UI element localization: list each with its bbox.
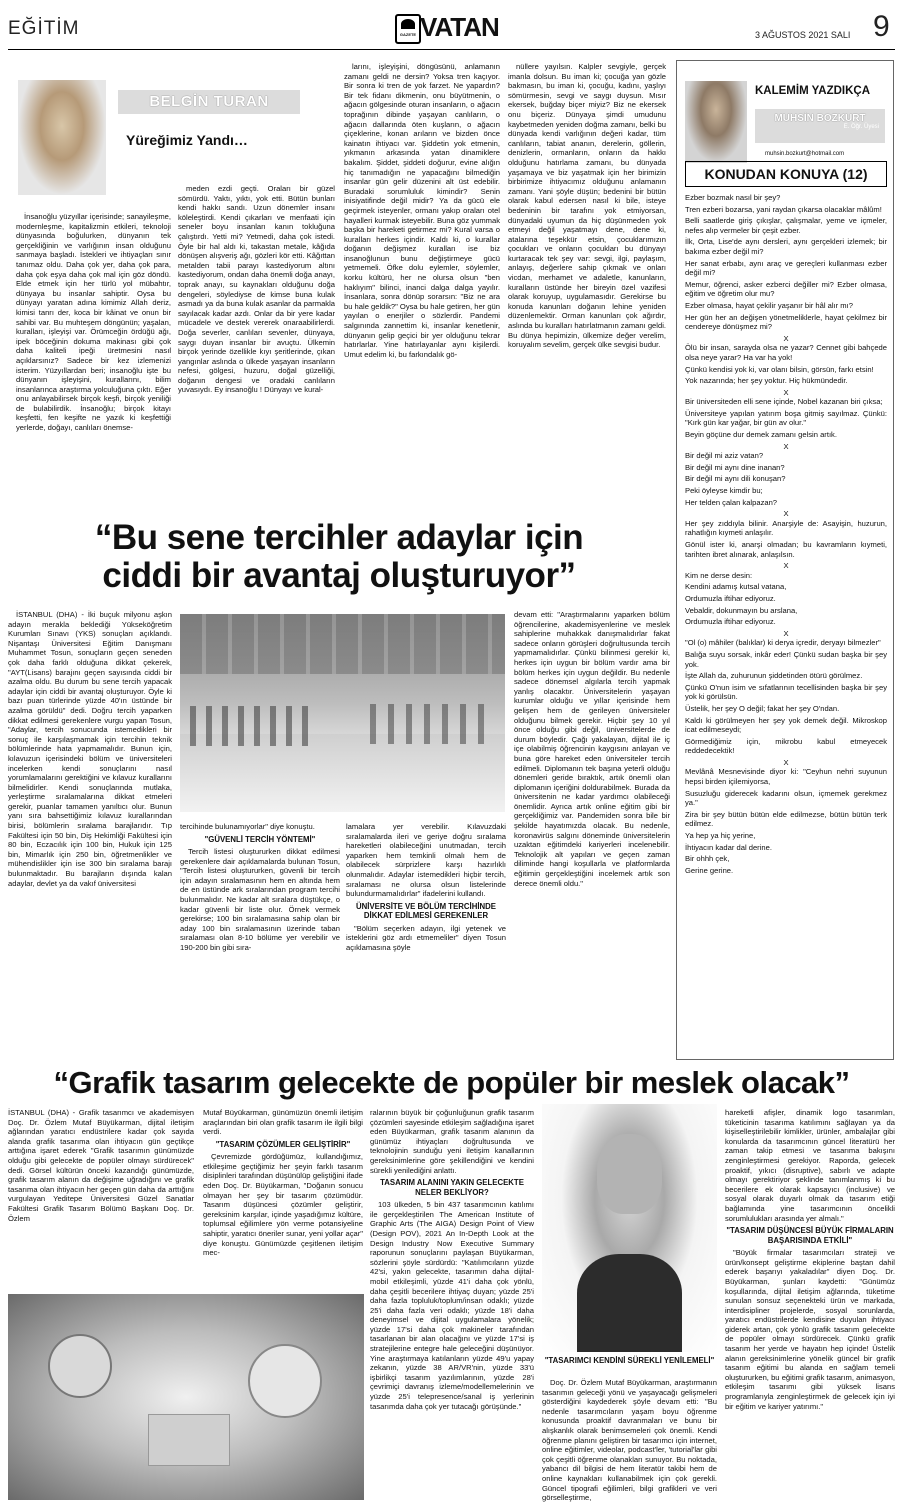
article1-text-left: İSTANBUL (DHA) - İki buçuk milyonu aşkın adayın merakla beklediği Yükseköğretim Kurumları Sınavı (YKS) sonuçları açıklandı. Nişantaşı Üniversitesi Eğitim Danışmanı Muhammet Tosun, sonuçların geçen seneden çok daha farklı olduğuna dikkat çekerek, "AYT(Lisans) barajını geçen sayısında ciddi bir azalma oldu. Bu durum bu sene tercih yapacak adaylar için ciddi bir avantaj oluşturuyor. Öyle ki bazı puan türlerinde yüzde 40'ın üstünde bir azalma görüldü" dedi. Doğru tercih yaparken dikkat edilmesi gerekenlere vurgu yapan Tosun, "Adaylar, tercih sonucunda istemedikleri bir sonuç ile karşılaşmamak için tercihin teknik bölümlerinde hata yapmamalıdır. Bunun için, kılavuzun içerisindeki bölüm ve üniversiteleri incelerken kendi sonuçlarını nasıl yorumlamalarını gerektiğini ve kılavuz kurallarını bilmelidirler. Kendi sonuçlarında mutlaka, yerleştirme sıralamalarına dikkat etmeleri gerekir, puanlar tamamen yanıltıcı olur. Bunun yanı sıra bahsettiğimiz kılavuz kurallarından birisi, bölümlerin sıralama barajlarıdır. Tıp Fakültesi için 50 bin, Diş Hekimliği Fakültesi için 80 bin, Eczacılık için 100 bin, Hukuk için 125 bin, Mimarlık için 250 bin, öğretmenlikler ve mühendislikler için ise 300 bin sıralama barajı bulunmaktadır. Bu barajların dışında kalan adaylar, devlet ya da vakıf üniversitesi <box>8 610 172 888</box>
column2-paragraph: İhtiyacın kadar dal derine. <box>685 842 772 852</box>
article2-text-col2: Mutaf Büyükarman, günümüzün önemli iletişim araçlarından biri olan grafik tasarım ile ilgili bilgi verdi. "TASARIM ÇÖZÜMLER GELİŞTİRİR" Çevremizde gördüğümüz, kullandığımız, etkileşime geçtiğimiz her şeyin farklı tasarım disiplinleri tarafından düşünülüp geliştiğini ifade eden Doç. Dr. Büyükarman, "Doğanın sonucu olmayan her şey bir tasarım çözümüdür. Tasarım düşüncesi çözümler geliştirir, gereksinim karşılar, içinde yaşadığımız kültüre, toplumsal eğilimlere yön verme potansiyeline sahiptir, yaratıcı öneriler sunar, yeni yollar açar" diye konuştu. Günümüzde çeşitlenen iletişim mec- <box>203 1108 363 1258</box>
article2-subhead-1: "TASARIM ÇÖZÜMLER GELİŞTİRİR" <box>215 1139 351 1149</box>
section-separator: X <box>783 441 789 451</box>
column1-text-a: İnsanoğlu yüzyıllar içerisinde; sanayileşme, modernleşme, kapitalizmin etkileri, teknoloji dünyasında boğulurken, dünyanın tek gerçekliğinin ve varlığının insan olduğunu sanmaya başladı. İstekleri ve ihtiyaçları sınır tanımaz oldu. Daha çok yer, daha çok para, daha çok eşya daha çok mal için göz döndü. Elde etmek için her türlü yol mübahtır, dünyaya bu insanlar sahiptir. Oysa bu dünyayı yaratan adına kimimiz Allah deriz, kimisi tanrı der, koca bir kâinat ve onun bir sahibi var. Bu muhteşem döngünün; yaşalan, kuralları, işleyişi var. Örümceğin ördüğü ağı, ipek böceğinin dokuma makinası gibi çok daha kaliteli ipeği üretmesini nasıl açıklarsınız? Sadece bir kez izlemenizi isterim. Yüzyıllardan beri; insanoğlu işte bu dünyanın işleyişini, kurallarını, bilim insanlarınca araştırma yolculuğuna çıktı. Eğer onu anlayabilirsek birçok keşfi, birçok yeniliği de bulabilirdik. İnsanoğlu; birçok kitayı keşfetti, fen keşifte ne yazık ki keşfettiği yerlerde, doğayı, canlıları önemse- <box>16 212 171 433</box>
article1-headline-line1: “Bu sene tercihler adaylar için <box>94 518 584 557</box>
column2-paragraph: İşte Allah da, zuhurunun şiddetinden ötürü görülmez. <box>685 671 863 681</box>
column2-paragraph: Üstelik, her şey O değil; fakat her şey O'ndan. <box>685 703 840 713</box>
column2-paragraph: Kim ne derse desin: <box>685 570 753 580</box>
section-separator: X <box>783 509 789 519</box>
column2-paragraph: Beyin göçüne dur demek zamanı gelsin artık. <box>685 430 837 440</box>
article2-photo-caption: "TASARIMCI KENDİNİ SÜREKLİ YENİLEMELİ" <box>544 1356 715 1365</box>
section-separator: X <box>783 561 789 571</box>
column2-paragraph: Bir değil mi aynı dili konuşan? <box>685 474 786 484</box>
logo-small-text: GAZETE <box>399 32 417 37</box>
column2-paragraph: Yok nazarında; her şey yoktur. Hiç hükmündedir. <box>685 376 848 386</box>
article1-subhead-1: "GÜVENLİ TERCİH YÖNTEMİ" <box>204 834 316 844</box>
column2-text <box>685 193 887 877</box>
column2-paragraph: Çünkü O'nun isim ve sıfatlarının tecellisinden başka bir şey yok ki görülsün. <box>685 682 887 702</box>
newspaper-logo <box>395 12 513 42</box>
article2-subhead-2: TASARIM ALANINI YAKIN GELECEKTE NELER BEKLİYOR? <box>380 1178 524 1197</box>
author-photo <box>685 81 747 163</box>
column2-paragraph: Peki öyleyse kimdir bu; <box>685 486 763 496</box>
column2-paragraph: Her telden çalan kalpazan? <box>685 497 778 507</box>
article1-text-mid-left: tercihinde bulunamıyorlar" diye konuştu. "GÜVENLİ TERCİH YÖNTEMİ" Tercih listesi oluştururken dikkat edilmesi gerekenlere dair açıklamalarda bulunan Tosun, "Tercih listesi oluştururken, güvenli bir tercih için adayın sıralamasının hem en altında hem de en üstünde ark sıralarından program tercihi bulunmalıdır. Ne kadar alt sıralara düştükçe, o kadar güvenli bir liste olur. Örnek vermek gerekirse; 100 bin sıralamasına sahip olan bir aday 100 bin sıralamasının üzerinde taban sıralaması olan 8-10 bölüme yer verebilir ve 190-200 bin gibi sıra- <box>180 822 340 953</box>
column2-paragraph: Bir ohhh çek, <box>685 854 730 864</box>
article1-subhead-2: ÜNİVERSİTE VE BÖLÜM TERCİHİNDE DİKKAT EDİLMESİ GEREKENLER <box>356 901 496 921</box>
article1-text-right: devam etti: "Araştırmalarını yaparken bölüm öğrencilerine, akademisyenlerine ve meslek sahiplerine muhakkak danışmalıdırlar fakat sadece onların görüşleri doğrultusunda tercih yapmamalıdırlar. Çünkü bilinmesi gerekir ki, herkes için uygun bir bölüm vardır ama bir bölüm herkes için uygun değildir. Bu nedenle sadece dönemsel algılarla tercih yapmak yanlış olacaktır. Üniversitelerin yaşayan kurumlar olduğu ve yıllar içerisinde hem gelişen hem de gerileyen üniversiteler olduğunu bilmek gerekir. Hiçbir şey 10 yıl önce olduğu gibi değil, üniversitelerde de durum böyledir. Çağı yakalayan, dijital ile iç içe olabilmiş öğrencinin kaygısını anlayan ve buna göre hareket eden üniversiteler tercih edilmeli. Diplomanın tek başına yeterli olduğu dönemleri geride bıraktık, artık önemli olan diplomanın içeriğini doldurabilmek. Burada da üniversitenin ne kadar yardımcı olabileceği önemlidir. Ayrıca artık online eğitim gibi bir gerçekliğimiz var. Pandemiden sonra bile bir şekilde hayatımızda olacak. Bu nedenle, koronavirüs salgını döneminde üniversitelerin uzaktan eğitimdeki kariyerleri incelenebilir. Teknolojik alt yapıları ve geçen zaman diliminde hangi koşullarla ve platformlarda eğitimin gerçekleştiğini incelemek artık son derece önemli oldu." <box>514 610 670 888</box>
page-number: 9 <box>873 10 890 43</box>
column-subtitle: KONUDAN KONUYA (12) <box>704 166 868 182</box>
author-title: E. Öğr. Üyesi <box>843 124 879 130</box>
article1-text-mid-right: lamalara yer verebilir. Kılavuzdaki sıralamalarda ileri ve geriye doğru sıralama hareketleri olabileceğini unutmadan, tercih yaparken hem temkinli olmalı hem de olabilecek sürprizlere karşı hazırlıklı olunmalıdır. Adaylar istemedikleri hiçbir tercih, sıralaması ne olursa olsun listelerinde bulundurmamalıdırlar" ifadelerini kullandı. ÜNİVERSİTE VE BÖLÜM TERCİHİNDE DİKKAT EDİLMESİ GEREKENLER "Bölüm seçerken adayın, ilgi yetenek ve isteklerini göz ardı etmemeliler" diyen Tosun açıklamasına şöyle <box>346 822 506 952</box>
column2-paragraph: Görmediğimiz için, mikrobu kabul etmeyecek reddedecektik! <box>685 736 887 756</box>
author-banner <box>755 109 885 143</box>
header-rule <box>8 49 895 50</box>
column2-paragraph: "Ol (o) mâhiler (balıklar) ki derya içredir, deryayı bilmezler" <box>685 638 881 648</box>
column2-paragraph: İlk, Orta, Lise'de aynı dersleri, aynı gerçekleri izlemek; bir bakıma ezber değil mi? <box>685 237 887 256</box>
column2-paragraph: Bir değil mi aynı dine inanan? <box>685 462 785 472</box>
column2-paragraph: Ezber olmasa, hayat çekilir yaşanır bir hâl alır mı? <box>685 300 853 310</box>
column-belgin-turan <box>8 60 670 512</box>
author-banner <box>118 90 300 114</box>
column-heading: KALEMİM YAZDIKÇA <box>755 85 871 97</box>
column2-paragraph: Zira bir şey bütün bütün elde edilmezse, bütün bütün terk edilmez. <box>685 809 887 829</box>
column2-paragraph: Ölü bir insan, sarayda olsa ne yazar? Cennet gibi bahçede olsa neye yarar? Ha var ha yok! <box>685 343 887 362</box>
author-name: BELGİN TURAN <box>149 93 269 110</box>
column2-paragraph: Vebaldir, dokunmayın bu arslana, <box>685 605 798 615</box>
column2-paragraph: Kendini adamış kutsal vatana, <box>685 582 787 592</box>
column2-paragraph: Her gün her an değişen yönetmeliklerle, hayat çekilmez bir cendereye dönüşmez mi? <box>685 312 887 332</box>
section-separator: X <box>783 757 789 767</box>
column2-paragraph: Belli saatlerde giriş çıkışlar, çalışmalar, yeme ve içmeler, nefes alıp vermeler bir çeşit ezber. <box>685 216 887 235</box>
column2-paragraph: Gerine gerine. <box>685 865 734 875</box>
column2-paragraph: Ordumuzla iftihar ediyoruz. <box>685 617 776 627</box>
column1-text-c: larını, işleyişini, döngüsünü, anlamanın zamanı geldi ne dersin? Yoksa tren kaçıyor. Bir sonra ki tren de yok farzet. Ne yapardın? Bir tek fidanı dikmenin, onu büyütmenin, o ağacın gölgesinde oturan insanların, o ağacın toprağının dibinde yaşayan canlıların, o ağacın dallarında öten kuşların, o ağacın çiçeklerine, konan arıların ve bizden önce kainatın ihtiyacı var. Şiddetin yok etmenin, yıkmanın arkasında yatan dinamiklere bakalım. Şiddet, şiddeti doğurur, evine alığın hiç tanımadığın ne yapacağını bilmediğin insanlar gün gelir düzenini alt üst edebilir. Buradaki sorumluluk kimindir? Senin inisiyatifinde değil midir? Ya da gücü ele geçirmek isteyenler, ormanı yakıp oraları otel hayalleri kurmak isteyebilir. Buna göz yummak başka bir hareketi getirmez mi? Kural varsa o kuralları herkes içindir. Kaldı ki, o kurallar doğanın değişmez kuralları ise biz insanoğlunun bunu değiştirmeye gücü yetmemeli. Öfke dolu eylemler, söylemler, korku kültürü, her ne olursa olsun "ben haklıyım" bilinci, inanci dalga dalga yayılır. İnsanlara, sonra dönüp sorarsın: "Biz ne ara bu hale geldik?" Oysa bu hale getiren, her gün yayılan o enerjiler o sözlerdir. Pandemi salgınında zannettim ki, insanlar kenetlenir, dünyanın gelip geçici bir yer olduğunu tekrar hatırlarlar. Yine hatırlayanlar aynı kişilerdi. Umut edelim ki, bu farkındalık gö- <box>344 62 500 359</box>
section-separator: X <box>783 387 789 397</box>
column2-paragraph: Her sanat erbabı, aynı araç ve gereçleri kullanması ezber değil mi? <box>685 258 887 278</box>
column2-paragraph: Her şey zıddıyla bilinir. Anarşiyle de: Asayişin, huzurun, rahatlığın kıymeti anlaşılır. <box>685 518 887 538</box>
section-label: EĞİTİM <box>8 18 80 39</box>
article2-text-col1: İSTANBUL (DHA) - Grafik tasarımcı ve akademisyen Doç. Dr. Özlem Mutaf Büyükarman, dijital iletişim ağlarından yaratıcı endüstrilere kadar çok sayıda alanda grafik tasarıma olan ihtiyacın gün geçtikçe arttığına işaret ederek "Grafik tasarımın günümüzde olduğu gibi gelecekte de popüler olmayı sürdürecek" dedi. Görsel kültürün önceki kazandığı günümüzde, grafik tasarım alanın da değişime uğradığını ve grafik tasarıma olan ihtiyacın her geçen gün daha da arttığını vurgulayan Yeditepe Üniversitesi Güzel Sanatlar Fakültesi Grafik Tasarım Bölümü Başkanı Doç. Dr. Özlem <box>8 1108 194 1223</box>
column2-paragraph: Mevlânâ Mesnevisinde diyor ki: "Ceyhun nehri suyunun hepsi birden içilemiyorsa, <box>685 767 887 787</box>
article-tercih <box>8 520 670 1060</box>
article1-headline-line2: ciddi bir avantaj oluşturuyor” <box>102 556 576 595</box>
article2-portrait-photo <box>542 1104 717 1352</box>
column2-paragraph: Balığa suyu sorsak, inkâr eder! Çünkü sudan başka bir şey yok. <box>685 649 887 669</box>
column2-paragraph: Susuzluğu giderecek kadarını olsun, içmemek gerekmez ya." <box>685 788 887 808</box>
column2-paragraph: Gönül ister ki, anarşi olmadan; bu kavramların kıymeti, tarihten ibret alınarak, anlaşılsın. <box>685 540 887 559</box>
article2-text-col3: ralarının büyük bir çoğunluğunun grafik tasarım çözümleri sayesinde etkileşim sağladığına işaret eden Büyükarman, grafik tasarım alanının da günümüz ihtiyaçları doğrultusunda ve teknolojinin sunduğu yeni iletişim kanallarının gereksinimlerine göre şekillendiğini ve kendini sürekli yenilediğini anlattı. TASARIM ALANINI YAKIN GELECEKTE NELER BEKLİYOR? 103 ülkeden, 5 bin 437 tasarımcının katılımı ile gerçekleştirilen The American Institute of Graphic Arts (The AIGA) Design Point of View (Design POV), 2021 An In-Depth Look at the Design Industry Now Executive Summary raporunun sonuçlarını paylaşan Büyükarman, sözlerini şöyle sürdürdü: "Katılımcıların yüzde 42'si, yakın gelecekte, tasarımın daha dijital-mobil etkileşimli, yüzde 41'i daha çok yönlü, daha çeşitli becerilere ihtiyaç duyan; yüzde 25'i daha fazla topluluk/toplum/insan odaklı; yüzde 25'i daha fazla veri odaklı; yüzde 18'i daha deneyimsel ve dijital uygulamalara yönelik; yüzde 17'si daha çok makineler tarafından tasarlanan bir alan olacağını ve yüzde 17'si iş stratejilerine entegre hale geleceğini düşünüyor. Yine araştırmaya katılanların yüzde 49'u yapay zekanın, yüzde 38 AR/VR'nin, yüzde 33'ü işbirlikçi tasarım yazılımlarının, yüzde 28'i çevrimiçi davranış izleme/modellemelerinin ve yüzde 25'i telepresence/sanal iş yerlerinin tasarımda daha çok yer tutacağı görüşünde." <box>370 1108 534 1411</box>
column2-paragraph: Ya hep ya hiç yerine, <box>685 831 756 841</box>
article2-headline: “Grafik tasarım gelecekte de popüler bir meslek olacak” <box>53 1065 850 1100</box>
column1-text-d: nüllere yayılsın. Kalpler sevgiyle, gerçek imanla dolsun. Bu iman ki; çocuğa yan gözle bakmasın, bu iman ki, çocuğu, kadını, yaşlıyı sömürmesin, sevgi ve saygı duysun. Mısır ekersek, buğday biçer miyiz? Biz ne ekersek onu biçeriz. Dünyaya şimdi umudunu kaybetmeden yeniden doğma zamanı, belki bu dünyada kendi varlığının değeri kadar, tüm canlıların, tabiat ananın, derelerin, göllerin, denizlerin, ormanların, onların da hakkı olduğunu hatırlama zamanı, bu dünyada yaşamaya ve biz yaşatmak için her birimizin birbirimize ihtiyacımız olduğunu anlamanın zamanı. Yani şöyle düşün; bedenini bir bütün olarak kabul edersen nasıl ki bile, isteye bedeninin bir tarafını yok etmiyorsan, dünyadaki uyumun da hiç düşünmeden yok etmeyi değil yaşatmayı dene, dene ki, atalarına teşekkür etsin, çocuklarımızın çocukları ve onların çocukları bu dünyayı kurtaracak tek şey var: sevgi, ilgi, paylaşım, anlayış, değerlere sahip çıkmak ve onları vicdan, merhamet ve adaletle, kanunların, kuralların üstünde her bireyin özel vazifesi olarak koruyup, uygulamasıdır. Gerekirse bu konuda kanunları doğanın lehine yeniden düzenlemektir. Orman kanunları çok ağırdır, aslında bu kuralları hatırlatmanın zamanı geldi. Bu dünya hepimizin, ülkemize değer verelim, koruyalım sevelim, gerçek ülke sevgisi budur. <box>508 62 666 350</box>
issue-date: 3 AĞUSTOS 2021 SALI <box>755 30 851 40</box>
column2-paragraph: Memur, öğrenci, asker ezberci değiller mi? Ezber olmasa, eğitim ve öğretim olur mu? <box>685 279 887 299</box>
column-muhsin-bozkurt <box>676 60 894 1060</box>
column-title: Yüreğimiz Yandı… <box>126 132 248 148</box>
column2-paragraph: Ezber bozmak nasıl bir şey? <box>685 193 781 202</box>
author-photo <box>18 80 106 195</box>
article2-text-col5: hareketli afişler, dinamik logo tasarımları, tüketicinin tasarıma katılımını sağlayan ya da kişiselleştirilebilir kimlikler, ürünler, ambalajlar gibi konularda da tasarımcının güncel literatürü her zaman takip etmesi ve tasarıma bakışını zenginleştirmesi gerekiyor. Raporda, gelecek proaktif, yıkıcı (disruptive), sabırlı ve adapte olmayı gerektiriyor şeklinde tanımlanmış ki bu becerilere ek olarak kapsayıcı (inclusive) ve sosyal olarak duyarlı olmak da tasarım etiği bağlamında yine tasarımcının öncelikli sorumlulukları arasında yer almalı." "TASARIM DÜŞÜNCESİ BÜYÜK FİRMALARIN BAŞARISINDA ETKİLİ" "Büyük firmalar tasarımcıları strateji ve ürün/konsept geliştirme ekiplerine baştan dahil ederek başarıyı yakaladılar" diyen Doç. Dr. Büyükarman, şunları kaydetti: "Günümüz koşullarında, dijital iletişim ağlarında, tüketime sunulan sonsuz seçenekteki ürün ve markada, interdisipliner projelerde, sosyal sorunlarda, yaratıcı endüstrilerde kendisine duyulan ihtiyacı giderek artan, çok yönlü grafik tasarım gelecekte de popüler olmayı sürdürecek. Çünkü grafik tasarım her yerde ve hayatın hep içinde! Üstelik alanın gereksinimlerine yönelik güncel bir grafik tasarım eğitimi bu alanda en sağlam temeli oluştururken, bu eğitimi grafik tasarım, animasyon, etkileşim tasarımı gibi yüksek lisans programlarıyla zenginleştirmek de gelecek için iyi bir eğitim ve kariyer yatırımı." <box>725 1108 895 1411</box>
author-email: muhsin.bozkurt@hotmail.com <box>765 151 845 157</box>
column2-paragraph: Ordumuzla iftihar ediyoruz. <box>685 593 776 603</box>
subtitle-box <box>685 161 887 187</box>
article-grafik <box>8 1062 895 1502</box>
column2-paragraph: Tren ezberi bozarsa, yani raydan çıkarsa olacaklar mâlûm! <box>685 204 882 214</box>
page-header <box>0 0 903 50</box>
article2-text-col4: Doç. Dr. Özlem Mutaf Büyükarman, araştırmanın tasarımın geleceği yönü ve yaşayacağı gelişmeleri gösterdiğini kaydederek şöyle devam etti: "Bu nedenle tasarımcıların yaşam boyu öğrenme konusunda proaktif davranmaları ve bunu bir alışkanlık olarak benimsemeleri çok önemli. Kendi öğrenme planını geliştiren bir tasarımcı için internet, online eğitimler, videolar, podcast'ler, 'tutorial'lar gibi çok çeşitli öğrenme olanakları sunuyor. Bu noktada, yabancı dil bilgisi de hem literatür takibi hem de online kaynakları kullanabilmek için çok gerekli. Güncel tipografi eğilimleri, bilgi grafikleri ve veri görselleştirme, <box>542 1378 717 1503</box>
column2-paragraph: Kaldı ki görülmeyen her şey yok demek değil. Mikroskop icat edilmeseydi; <box>685 715 887 735</box>
article2-table-photo <box>8 1294 364 1500</box>
column2-paragraph: Bir üniversiteden elli sene içinde, Nobel kazanan biri çıksa; <box>685 397 883 407</box>
article2-subhead-3: "TASARIM DÜŞÜNCESİ BÜYÜK FİRMALARIN BAŞARISINDA ETKİLİ" <box>726 1226 894 1245</box>
column2-paragraph: Bir değil mi aziz vatan? <box>685 451 764 461</box>
column2-paragraph: Üniversiteye yapılan yatırım boşa gitmiş sayılmaz. Çünkü: "Kırk gün kar yağar, bir gün av olur." <box>685 408 887 428</box>
article1-photo <box>180 614 505 812</box>
section-separator: X <box>783 333 789 343</box>
section-separator: X <box>783 628 789 638</box>
column2-paragraph: Çünkü kendisi yok ki, var olanı bilsin, görsün, farkı etsin! <box>685 364 874 374</box>
column1-text-b: meden ezdi geçti. Oraları bir güzel sömürdü. Yaktı, yıktı, yok etti. Bütün bunları kendi hakkı sandı. Uzun dönemler insanı köleleştirdi. Kendi çıkarları ve menfaati için seneler boyu insanları kanın tokluğuna çalıştırdı. Yetti mi? Yetmedi, daha çok istedi. Öyle bir hal aldı ki, takastan metale, kâğıda dönüşen alışveriş ağı, gözleri kör etti. Kâğıttan metalden tabii parayı kastediyorum altını kastediyorum, ondan daha önemli doğa anayı, toprak anayı, su kaynakları olduğunu doğa dengeleri, söylediyse de kimse buna kulak asmadı ya da buna kulak asanlar da parmakla sayılacak kadar azdı. Onlar da bir yere kadar mücadele ve destek vererek onaraabilirlerdi. Doğa severler, canlıları sevenler, dünyaya, saygı duyan insanlar bir avuçtu. Ülkemin birçok yerinde özellikle kıyı şeritlerinde, çıkan yangınlar aslında o ülkede yaşayan insanların nefesi, gölgesi, huzuru, doğal güzelliği, doğanın dengesi ve oradaki canlıların yuvasıydı. Ey insanoğlu ! Dünyayı ve kural- <box>178 184 335 395</box>
logo-emblem <box>395 14 421 44</box>
logo-text: VATAN <box>420 12 499 42</box>
author-name: MUHSİN BOZKURT <box>774 113 866 124</box>
